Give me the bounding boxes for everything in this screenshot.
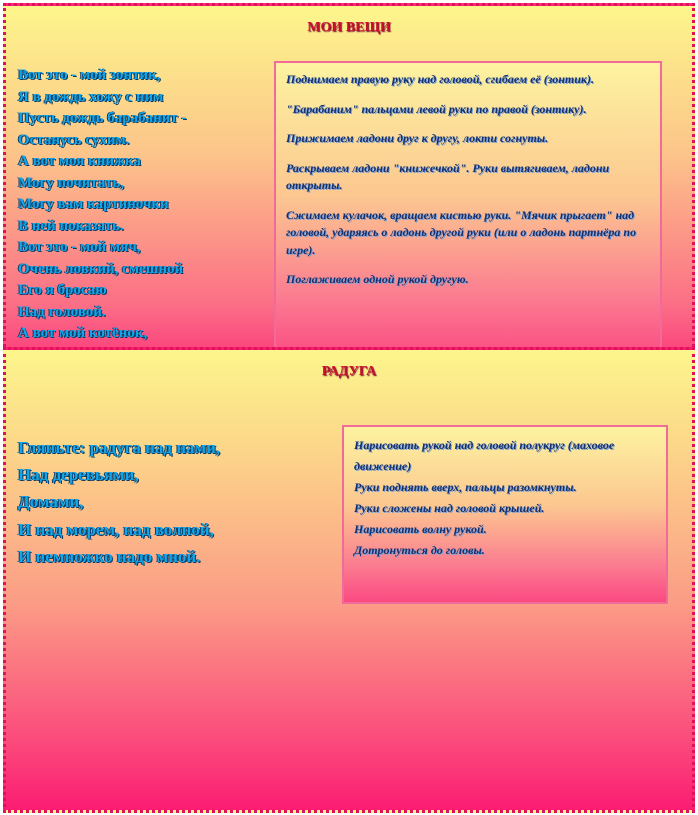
section-title: РАДУГА	[321, 364, 377, 379]
poem-line: А вот мой котёнок,	[18, 325, 148, 341]
poem-line: Очень ловкий, смешной	[18, 260, 184, 277]
instruction-text: Руки поднять вверх, пальцы разомкнуты.	[354, 480, 577, 494]
instructions-box	[274, 61, 662, 361]
poem-line: Я в дождь хожу с ним	[18, 88, 164, 105]
poem-line: В ней показать.	[18, 217, 124, 234]
poem-text	[18, 434, 220, 570]
instruction-text: Нарисовать волну рукой.	[354, 522, 487, 536]
instruction-text: Прижимаем ладони друг к другу, локти согнуты.	[286, 131, 549, 145]
poem-line: А вот моя книжка	[18, 153, 141, 169]
poem-line: Над головой.	[18, 303, 106, 320]
instruction-text: Раскрываем ладони "книжечкой". Руки вытягиваем, ладони открыты.	[286, 160, 610, 192]
poem-line: Его я бросаю	[18, 282, 107, 298]
section-my-things	[3, 3, 695, 383]
poem-line: Могу вам картиночки	[18, 196, 169, 212]
poem-line: Вот это - мой мяч,	[18, 239, 141, 255]
poem-line: Домами,	[18, 492, 84, 512]
instruction-text: Нарисовать рукой над головой полукруг (маховое движение)	[354, 438, 615, 473]
instruction-text: Сжимаем кулачок, вращаем кистью руки. "Мячик прыгает" над головой, ударяясь о ладонь другой руки (или о ладонь партнёра по игре).	[286, 207, 637, 257]
instruction-text: "Барабаним" пальцами левой руки по правой (зонтику).	[286, 101, 587, 116]
poem-line: Могу почитать,	[18, 174, 125, 191]
poem-line: И немножко надо мной.	[18, 546, 201, 566]
poem-line: Вот это - мой зонтик,	[18, 67, 161, 83]
poem-line: Над деревьями,	[18, 465, 139, 485]
poem-line: Останусь сухим.	[18, 131, 130, 148]
instruction-text: Поднимаем правую руку над головой, сгибаем её (зонтик).	[286, 72, 594, 86]
section-title: МОИ ВЕЩИ	[307, 20, 391, 35]
poem-line: Гляньте: радуга над нами,	[18, 438, 221, 457]
instructions-box	[342, 425, 668, 604]
instruction-text: Дотронуться до головы.	[354, 543, 485, 557]
instruction-text: Руки сложены над головой крышей.	[354, 501, 545, 515]
section-rainbow	[3, 347, 695, 813]
instruction-text: Поглаживаем одной рукой другую.	[286, 272, 469, 286]
poem-line: И над морем, над волной,	[18, 519, 214, 539]
poem-line: Пусть дождь барабанит -	[18, 110, 187, 126]
